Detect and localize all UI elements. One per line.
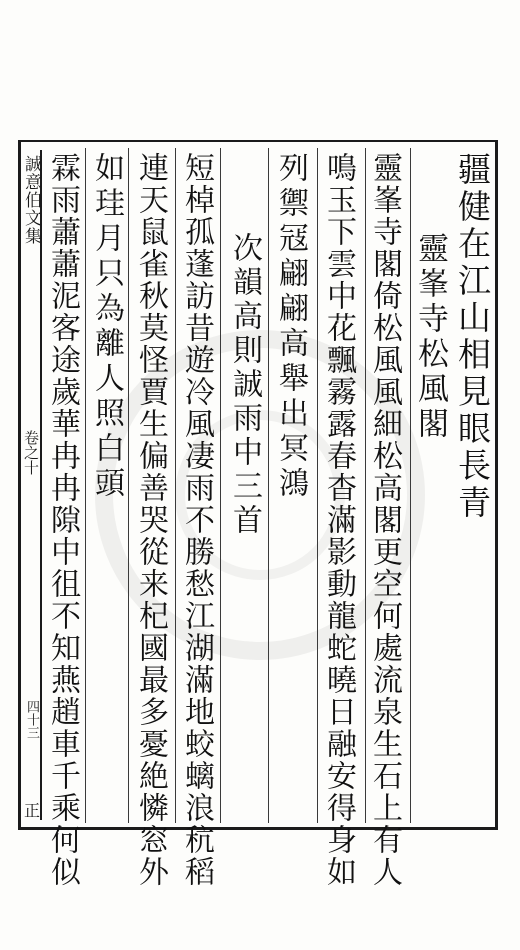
text-column-3: 靈峯寺閣倚松風風細松高閣更空何處流泉生石上有人 [367,152,402,888]
text-column-6-heading: 次韻高則誠雨中三首 [227,232,262,538]
text-column-4: 鳴玉下雲中花飄霧露春杳滿影動龍蛇曉日融安得身如 [321,152,356,888]
text-column-5: 列禦冦翩翩高舉出冥鴻 [273,152,308,502]
column-rule [128,148,129,823]
text-column-9: 如珪月只為離人照白頭 [89,152,124,502]
text-column-2-heading: 靈峯寺松風閣 [412,232,448,442]
text-column-1: 疆健在江山相見眼長青 [453,152,492,522]
margin-book-title: 誠意伯文集 [21,155,41,245]
margin-volume: 卷之十 [22,430,40,475]
margin-page-number: 四十三 [24,700,39,739]
text-column-8: 連天鼠雀秋莫怪賈生偏善哭從来杞國最多憂絶憐窓外 [133,152,168,888]
text-column-10: 霖雨蕭蕭泥客途歲華冉冉隙中徂不知燕趙車千乘何似 [45,152,80,888]
text-column-7: 短棹孤蓬訪昔遊冷風凄雨不勝愁江湖滿地蛟螭浪秔稻 [179,152,214,888]
column-rule [220,148,221,823]
margin-mark: 正 [24,801,41,820]
column-rule [268,148,269,823]
